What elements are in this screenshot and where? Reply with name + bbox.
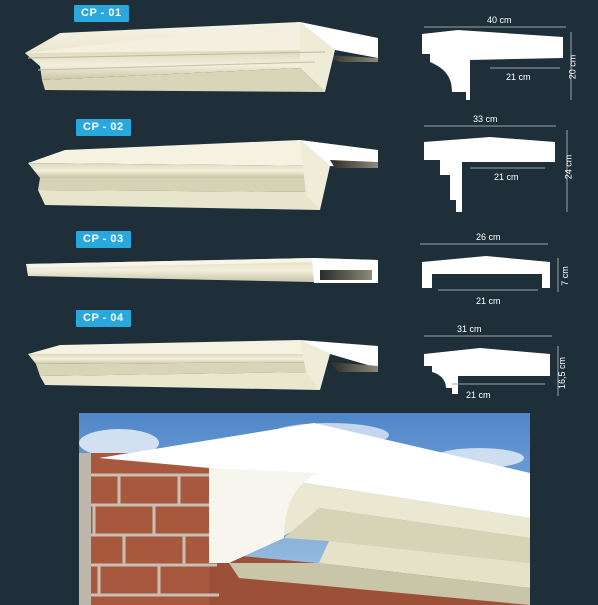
installation-photo <box>79 413 530 605</box>
cp01-width-label: 40 cm <box>487 15 512 25</box>
cp03-width-label: 26 cm <box>476 232 501 242</box>
cp02-inner-label: 21 cm <box>494 172 519 182</box>
cp03-inner-label: 21 cm <box>476 296 501 306</box>
cp03-height-label: 7 cm <box>559 266 570 286</box>
cp01-inner-label: 21 cm <box>506 72 531 82</box>
cp01-height-label: 20 cm <box>567 54 578 80</box>
cp04-profile <box>424 336 558 396</box>
product-code-badge-cp01: CP - 01 <box>74 5 129 22</box>
installation-photo-drawing <box>79 413 530 605</box>
cp04-height-label: 16,5 cm <box>557 356 568 390</box>
cp03-render <box>26 258 378 283</box>
cp02-render <box>28 140 378 210</box>
cp04-width-label: 31 cm <box>457 324 482 334</box>
cp01-render <box>25 22 378 92</box>
cp02-height-label: 24 cm <box>563 154 574 180</box>
product-code-badge-cp03: CP - 03 <box>76 231 131 248</box>
cp02-profile <box>424 126 567 212</box>
cp01-profile <box>422 27 571 100</box>
cp03-profile <box>420 244 558 292</box>
cp04-inner-label: 21 cm <box>466 390 491 400</box>
product-code-badge-cp04: CP - 04 <box>76 310 131 327</box>
cp02-width-label: 33 cm <box>473 114 498 124</box>
cp04-render <box>28 340 378 390</box>
product-code-badge-cp02: CP - 02 <box>76 119 131 136</box>
